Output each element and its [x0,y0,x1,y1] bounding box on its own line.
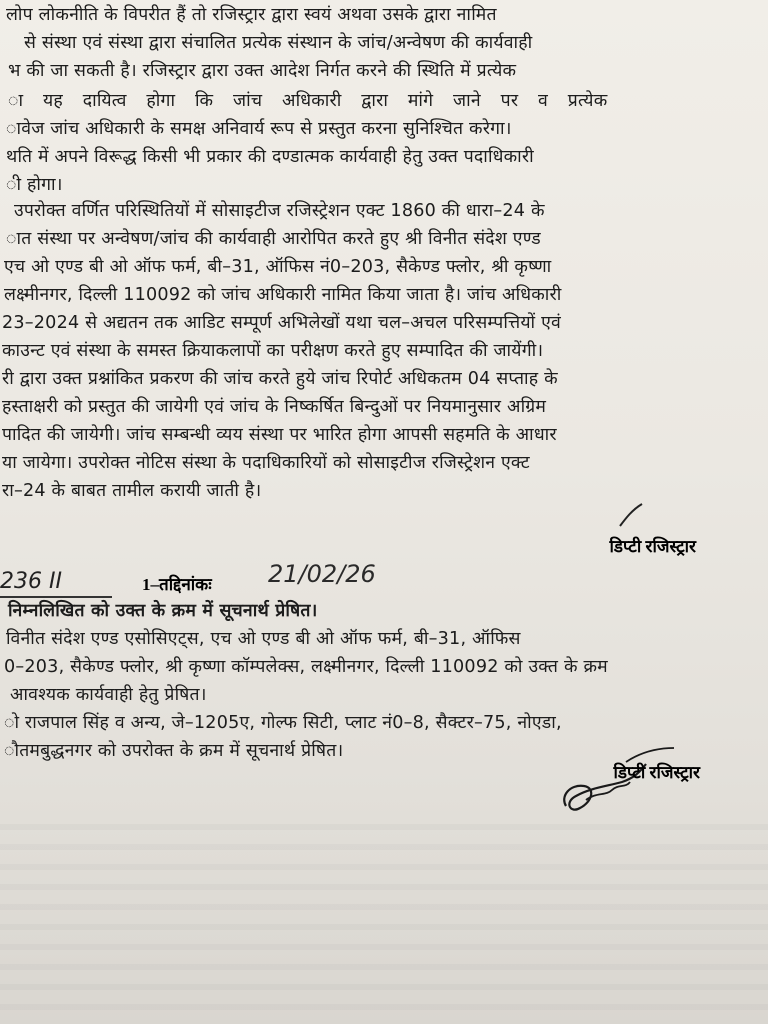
body-line: या जायेगा। उपरोक्त नोटिस संस्था के पदाधिकारियों को सोसाइटीज रजिस्ट्रेशन एक्ट [2,453,530,473]
body-line: पादित की जायेगी। जांच सम्बन्धी व्यय संस्था पर भारित होगा आपसी सहमति के आधार [2,425,557,445]
body-line: लक्ष्मीनगर, दिल्ली 110092 को जांच अधिकारी नामित किया जाता है। जांच अधिकारी [4,285,562,305]
date-label: 1–तद्दिनांकः [142,575,212,594]
signature-title-top: डिप्टी रजिस्ट्रार [609,537,696,556]
recipient-line: ौतमबुद्धनगर को उपरोक्त के क्रम में सूचनार्थ प्रेषित। [4,741,344,761]
recipient-line: ो राजपाल सिंह व अन्य, जे–1205ए, गोल्फ सिटी, प्लाट नं0–8, सैक्टर–75, नोएडा, [4,713,562,733]
show-through-text [0,810,768,1024]
body-line: री द्वारा उक्त प्रश्नांकित प्रकरण की जांच करते हुये जांच रिपोर्ट अधिकतम 04 सप्ताह के [2,369,558,389]
handwritten-date: 21/02/26 [268,560,376,588]
recipient-line: आवश्यक कार्यवाही हेतु प्रेषित। [10,685,207,705]
body-line: ात संस्था पर अन्वेषण/जांच की कार्यवाही आरोपित करते हुए श्री विनीत संदेश एण्ड [6,229,541,249]
body-line: लोप लोकनीति के विपरीत हैं तो रजिस्ट्रार द्वारा स्वयं अथवा उसके द्वारा नामित [6,5,497,25]
body-line: 23–2024 से अद्यतन तक आडिट सम्पूर्ण अभिलेखों यथा चल–अचल परिसम्पत्तियों एवं [2,313,561,333]
body-line: से संस्था एवं संस्था द्वारा संचालित प्रत्येक संस्थान के जांच/अन्वेषण की कार्यवाही [24,33,533,53]
reference-number: 236 II [0,569,62,594]
recipient-line: 0–203, सैकेण्ड फ्लोर, श्री कृष्णा कॉम्पलेक्स, लक्ष्मीनगर, दिल्ली 110092 को उक्त के क्रम [4,657,608,677]
body-line: एच ओ एण्ड बी ओ ऑफ फर्म, बी–31, ऑफिस नं0–203, सैकेण्ड फ्लोर, श्री कृष्णा [4,257,552,277]
signature-tick-mark [616,500,646,530]
body-line: ी होगा। [6,175,63,195]
body-line: ावेज जांच अधिकारी के समक्ष अनिवार्य रूप से प्रस्तुत करना सुनिश्चित करेगा। [6,119,512,139]
body-line: हस्ताक्षरी को प्रस्तुत की जायेगी एवं जांच के निष्कर्षित बिन्दुओं पर नियमानुसार अग्रिम [2,397,547,417]
signature-title-bottom: डिप्टी रजिस्ट्रार [613,763,700,782]
body-line: थति में अपने विरूद्ध किसी भी प्रकार की दण्डात्मक कार्यवाही हेतु उक्त पदाधिकारी [6,147,534,167]
body-line: रा–24 के बाबत तामील करायी जाती है। [2,481,262,501]
body-line: उपरोक्त वर्णित परिस्थितियों में सोसाइटीज रजिस्ट्रेशन एक्ट 1860 की धारा–24 के [14,201,545,221]
body-line: भ की जा सकती है। रजिस्ट्रार द्वारा उक्त आदेश निर्गत करने की स्थिति में प्रत्येक [8,61,517,81]
body-line: ा यह दायित्व होगा कि जांच अधिकारी द्वारा मांगे जाने पर व प्रत्येक [8,91,608,111]
forward-heading: निम्नलिखित को उक्त के क्रम में सूचनार्थ प्रेषित। [8,601,318,621]
body-line: काउन्ट एवं संस्था के समस्त क्रियाकलापों का परीक्षण करते हुए सम्पादित की जायेंगी। [2,341,544,361]
recipient-line: विनीत संदेश एण्ड एसोसिएट्स, एच ओ एण्ड बी ओ ऑफ फर्म, बी–31, ऑफिस [6,629,521,649]
